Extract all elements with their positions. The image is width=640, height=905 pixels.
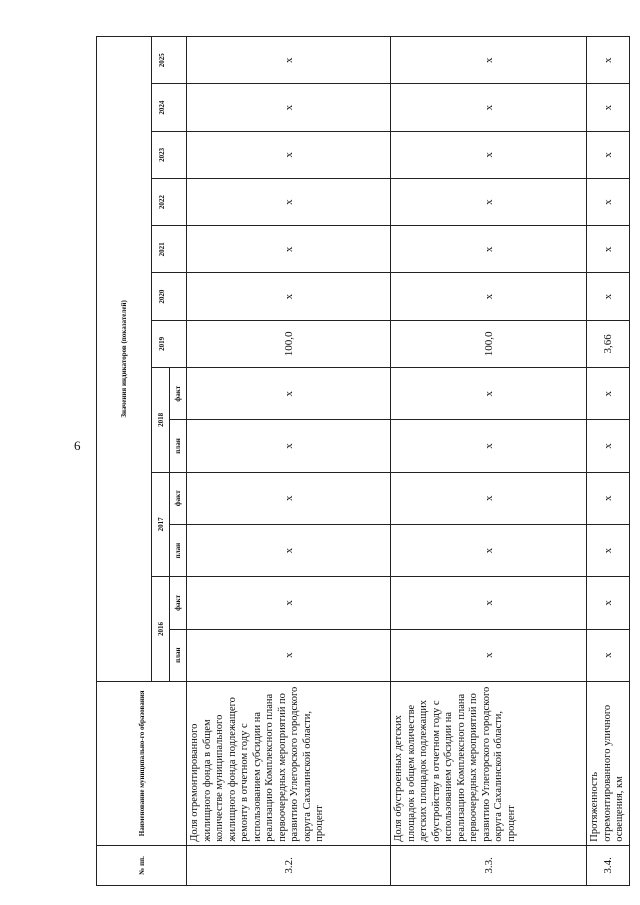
fact-label: факт (170, 472, 187, 524)
year-2018: 2018 (152, 368, 170, 473)
value-cell: x (587, 524, 630, 576)
year-2019: 2019 (152, 320, 187, 367)
value-cell: x (587, 577, 630, 629)
value-cell: x (587, 84, 630, 131)
value-cell: x (587, 37, 630, 84)
year-2017: 2017 (152, 472, 170, 577)
value-cell: x (187, 226, 391, 273)
value-cell: x (587, 178, 630, 225)
row-name: Доля обустроенных детских площадок в общем количестве детских площадок подлежащих обустройству в отчетном году с использованием субсидии на реализацию Комплексного плана первоочередных мероприятий по развитию Углегорского городского округа Сахалинской области, процент (391, 681, 587, 845)
indicators-title: Значения индикаторов (показателей) (97, 37, 152, 682)
value-cell: x (587, 273, 630, 320)
value-cell: x (587, 226, 630, 273)
value-cell: x (187, 131, 391, 178)
year-2023: 2023 (152, 131, 187, 178)
col-number-header: № пп. (97, 845, 187, 885)
value-cell: x (391, 131, 587, 178)
value-cell: x (391, 577, 587, 629)
value-cell: x (587, 368, 630, 420)
value-cell: x (187, 368, 391, 420)
year-2016: 2016 (152, 577, 170, 682)
rotated-table-wrapper (96, 36, 625, 886)
page-number: 6 (74, 438, 81, 453)
value-cell: x (391, 472, 587, 524)
value-cell: x (187, 178, 391, 225)
value-cell: x (187, 577, 391, 629)
table-row (187, 37, 391, 886)
value-cell: x (391, 368, 587, 420)
value-cell: x (187, 420, 391, 472)
value-cell: x (391, 226, 587, 273)
row-number: 3.2. (187, 845, 391, 885)
year-2024: 2024 (152, 84, 187, 131)
table-row (587, 37, 630, 886)
year-2025: 2025 (152, 37, 187, 84)
header-row-title (97, 37, 152, 886)
value-cell: x (391, 273, 587, 320)
year-2022: 2022 (152, 178, 187, 225)
value-cell: x (587, 472, 630, 524)
table-row (391, 37, 587, 886)
row-name: Протяженность отремонтированного уличного освещения, км (587, 681, 630, 845)
value-cell: x (187, 629, 391, 681)
indicators-table (96, 36, 630, 886)
value-cell: 100,0 (187, 320, 391, 367)
plan-label: план (170, 629, 187, 681)
value-cell: x (391, 37, 587, 84)
value-cell: 100,0 (391, 320, 587, 367)
value-cell: x (391, 420, 587, 472)
value-cell: x (587, 131, 630, 178)
row-name: Доля отремонтированного жилищного фонда в общем количестве муниципального жилищного фонда подлежащего ремонту в отчетном году с использованием субсидии на реализацию Комплексного плана первоочередных мероприятий по развитию Углегорского городского округа Сахалинской области, процент (187, 681, 391, 845)
value-cell: x (187, 273, 391, 320)
col-name-header: Наименование муниципально-го образования (97, 681, 187, 845)
row-number: 3.3. (391, 845, 587, 885)
value-cell: x (391, 524, 587, 576)
fact-label: факт (170, 368, 187, 420)
year-2020: 2020 (152, 273, 187, 320)
value-cell: x (391, 629, 587, 681)
plan-label: план (170, 420, 187, 472)
fact-label: факт (170, 577, 187, 629)
value-cell: 3,66 (587, 320, 630, 367)
value-cell: x (187, 472, 391, 524)
year-2021: 2021 (152, 226, 187, 273)
value-cell: x (187, 37, 391, 84)
value-cell: x (587, 420, 630, 472)
value-cell: x (391, 84, 587, 131)
value-cell: x (187, 524, 391, 576)
value-cell: x (187, 84, 391, 131)
value-cell: x (587, 629, 630, 681)
value-cell: x (391, 178, 587, 225)
row-number: 3.4. (587, 845, 630, 885)
plan-label: план (170, 524, 187, 576)
